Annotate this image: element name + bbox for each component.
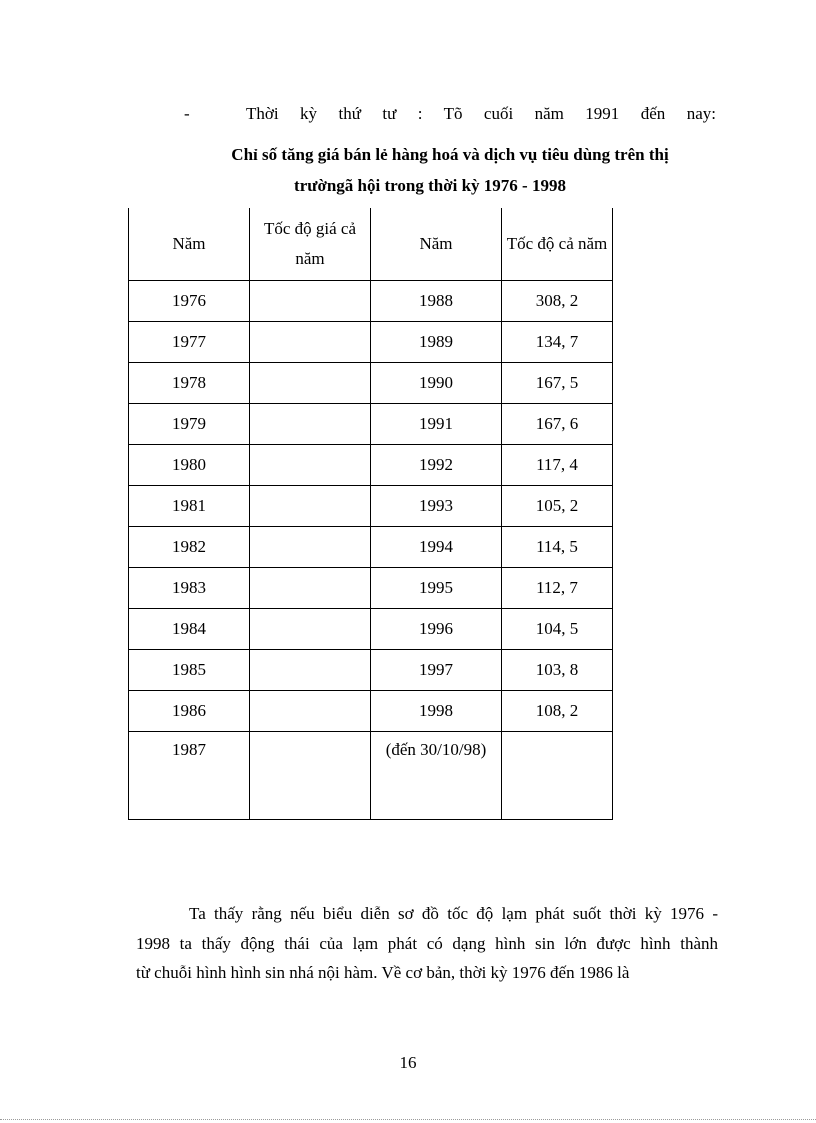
cell-year-2: 1989: [371, 322, 502, 363]
cell-year-2: 1995: [371, 568, 502, 609]
cell-rate-1: [250, 322, 371, 363]
cell-rate-2: 117, 4: [502, 445, 613, 486]
cell-rate-2: 108, 2: [502, 691, 613, 732]
table-row: [129, 281, 613, 322]
cell-year-1: 1976: [129, 281, 250, 322]
cell-year-1: 1979: [129, 404, 250, 445]
header-year-1: Năm: [129, 208, 250, 281]
cell-rate-1: [250, 486, 371, 527]
table-row: [129, 691, 613, 732]
page-number: 16: [399, 1053, 417, 1072]
cell-year-2: 1997: [371, 650, 502, 691]
cell-year-2: 1990: [371, 363, 502, 404]
cell-year-1: 1984: [129, 609, 250, 650]
table-row: [129, 445, 613, 486]
price-index-table: [128, 208, 613, 820]
cell-rate-2: 308, 2: [502, 281, 613, 322]
cell-rate-1: [250, 404, 371, 445]
cell-year-2: 1991: [371, 404, 502, 445]
table-row: [129, 609, 613, 650]
header-year-2: Năm: [371, 208, 502, 281]
cell-year-1: 1983: [129, 568, 250, 609]
table-title-line-1: Chỉ số tăng giá bán lẻ hàng hoá và dịch vụ tiêu dùng trên thị: [231, 145, 669, 164]
intro-bullet-line: [184, 102, 716, 126]
cell-year-1: 1982: [129, 527, 250, 568]
header-rate-2: Tốc độ cả năm: [502, 208, 613, 281]
bullet-dash: -: [184, 104, 190, 123]
cell-rate-2: 167, 6: [502, 404, 613, 445]
cell-rate-1: [250, 568, 371, 609]
cell-rate-1: [250, 527, 371, 568]
table-row: [129, 322, 613, 363]
cell-year-1: 1986: [129, 691, 250, 732]
cell-year-1: 1987: [129, 732, 250, 820]
cell-year-1: 1985: [129, 650, 250, 691]
cell-year-2: 1993: [371, 486, 502, 527]
table-row: [129, 363, 613, 404]
cell-year-1: 1977: [129, 322, 250, 363]
table-row: [129, 486, 613, 527]
cell-rate-1: [250, 609, 371, 650]
paragraph-line: Ta thấy rằng nếu biểu diễn sơ đồ tốc độ lạm phát suốt thời kỳ 1976 -: [189, 904, 718, 923]
body-paragraph: [136, 899, 718, 988]
cell-rate-1: [250, 650, 371, 691]
header-rate-1: Tốc độ giá cả năm: [250, 208, 371, 281]
cell-rate-1: [250, 281, 371, 322]
cell-rate-2: [502, 732, 613, 820]
cell-year-2: 1996: [371, 609, 502, 650]
cell-rate-1: [250, 363, 371, 404]
page-bottom-divider: [0, 1119, 816, 1120]
paragraph-line: 1998 ta thấy động thái của lạm phát có dạng hình sin lớn được hình thành: [136, 933, 718, 953]
cell-year-2: (đến 30/10/98): [371, 732, 502, 820]
cell-year-2: 1992: [371, 445, 502, 486]
cell-year-1: 1980: [129, 445, 250, 486]
cell-rate-1: [250, 445, 371, 486]
cell-rate-2: 105, 2: [502, 486, 613, 527]
table-row: [129, 650, 613, 691]
table-row: [129, 732, 613, 820]
cell-year-1: 1981: [129, 486, 250, 527]
cell-rate-2: 134, 7: [502, 322, 613, 363]
cell-rate-1: [250, 691, 371, 732]
cell-rate-2: 103, 8: [502, 650, 613, 691]
table-header-row: [129, 208, 613, 281]
paragraph-line: từ chuỗi hình hình sin nhá nội hàm. Về cơ bản, thời kỳ 1976 đến 1986 là: [136, 963, 630, 982]
table-row: [129, 404, 613, 445]
table-row: [129, 568, 613, 609]
cell-rate-2: 167, 5: [502, 363, 613, 404]
table-title-line-2: trườngã hội trong thời kỳ 1976 - 1998: [294, 176, 566, 195]
cell-rate-2: 112, 7: [502, 568, 613, 609]
cell-year-2: 1988: [371, 281, 502, 322]
cell-year-2: 1998: [371, 691, 502, 732]
cell-rate-2: 104, 5: [502, 609, 613, 650]
cell-year-2: 1994: [371, 527, 502, 568]
cell-year-1: 1978: [129, 363, 250, 404]
cell-rate-2: 114, 5: [502, 527, 613, 568]
table-row: [129, 527, 613, 568]
intro-text: Thời kỳ thứ tư : Tõ cuối năm 1991 đến nay:: [246, 104, 716, 123]
cell-rate-1: [250, 732, 371, 820]
